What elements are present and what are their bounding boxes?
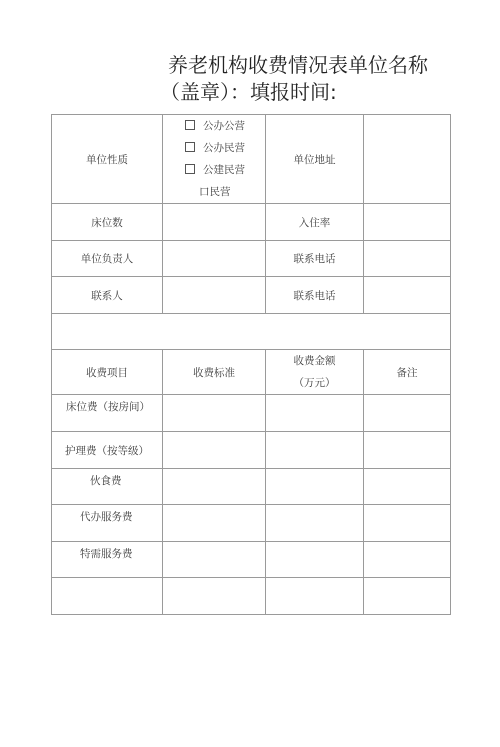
fee-item[interactable] — [52, 578, 163, 615]
fee-standard-cell[interactable] — [163, 505, 266, 542]
contact-row — [52, 277, 451, 314]
phone-field-2[interactable] — [364, 277, 451, 314]
fee-row — [52, 469, 451, 505]
fee-row — [52, 505, 451, 542]
fee-item: 特需服务费 — [52, 542, 163, 578]
option-public-public[interactable]: 公办公营 — [163, 115, 265, 137]
fee-item-header: 收费项目 — [52, 350, 163, 395]
fee-amount-header: 收费金额 （万元） — [266, 350, 364, 395]
fee-amount-cell[interactable] — [266, 542, 364, 578]
fee-amount-cell[interactable] — [266, 432, 364, 469]
fee-row — [52, 578, 451, 615]
fee-item: 床位费（按房间） — [52, 395, 163, 432]
fee-note-cell[interactable] — [364, 542, 451, 578]
phone-label-1: 联系电话 — [266, 241, 364, 277]
manager-label: 单位负责人 — [52, 241, 163, 277]
fee-standard-cell[interactable] — [163, 578, 266, 615]
fee-standard-header: 收费标准 — [163, 350, 266, 395]
address-field[interactable] — [364, 115, 451, 204]
fee-header-row — [52, 350, 451, 395]
option-private[interactable]: 口民营 — [199, 186, 231, 198]
form-title — [160, 52, 468, 106]
beds-label: 床位数 — [52, 204, 163, 241]
title-line-2: （盖章）：填报时间: — [160, 80, 337, 104]
nature-label: 单位性质 — [52, 115, 163, 204]
fee-note-cell[interactable] — [364, 432, 451, 469]
fee-note-cell[interactable] — [364, 469, 451, 505]
fee-amount-cell[interactable] — [266, 578, 364, 615]
phone-field-1[interactable] — [364, 241, 451, 277]
blank-cell[interactable] — [52, 314, 451, 350]
beds-row — [52, 204, 451, 241]
fee-note-cell[interactable] — [364, 505, 451, 542]
checkbox-icon[interactable] — [185, 120, 195, 130]
manager-row — [52, 241, 451, 277]
fee-row — [52, 432, 451, 469]
option-public-built-private[interactable]: 公建民营 — [163, 159, 265, 181]
title-line-1: 养老机构收费情况表单位名称 — [168, 53, 428, 77]
fee-amount-cell[interactable] — [266, 505, 364, 542]
checkbox-icon[interactable] — [185, 142, 195, 152]
beds-field[interactable] — [163, 204, 266, 241]
checkbox-icon[interactable] — [185, 164, 195, 174]
nature-row — [52, 115, 451, 204]
occupancy-field[interactable] — [364, 204, 451, 241]
nature-options — [163, 115, 266, 204]
fee-item: 代办服务费 — [52, 505, 163, 542]
address-label: 单位地址 — [266, 115, 364, 204]
fee-amount-cell[interactable] — [266, 395, 364, 432]
fee-row — [52, 395, 451, 432]
contact-field[interactable] — [163, 277, 266, 314]
fee-form-table — [51, 114, 451, 615]
fee-amount-cell[interactable] — [266, 469, 364, 505]
fee-standard-cell[interactable] — [163, 432, 266, 469]
fee-standard-cell[interactable] — [163, 469, 266, 505]
manager-field[interactable] — [163, 241, 266, 277]
fee-note-cell[interactable] — [364, 578, 451, 615]
fee-standard-cell[interactable] — [163, 395, 266, 432]
fee-note-header: 备注 — [364, 350, 451, 395]
phone-label-2: 联系电话 — [266, 277, 364, 314]
fee-note-cell[interactable] — [364, 395, 451, 432]
occupancy-label: 入住率 — [266, 204, 364, 241]
fee-item: 伙食费 — [52, 469, 163, 505]
fee-standard-cell[interactable] — [163, 542, 266, 578]
blank-row — [52, 314, 451, 350]
fee-row — [52, 542, 451, 578]
option-public-private[interactable]: 公办民营 — [163, 137, 265, 159]
contact-label: 联系人 — [52, 277, 163, 314]
fee-item: 护理费（按等级） — [52, 432, 163, 469]
